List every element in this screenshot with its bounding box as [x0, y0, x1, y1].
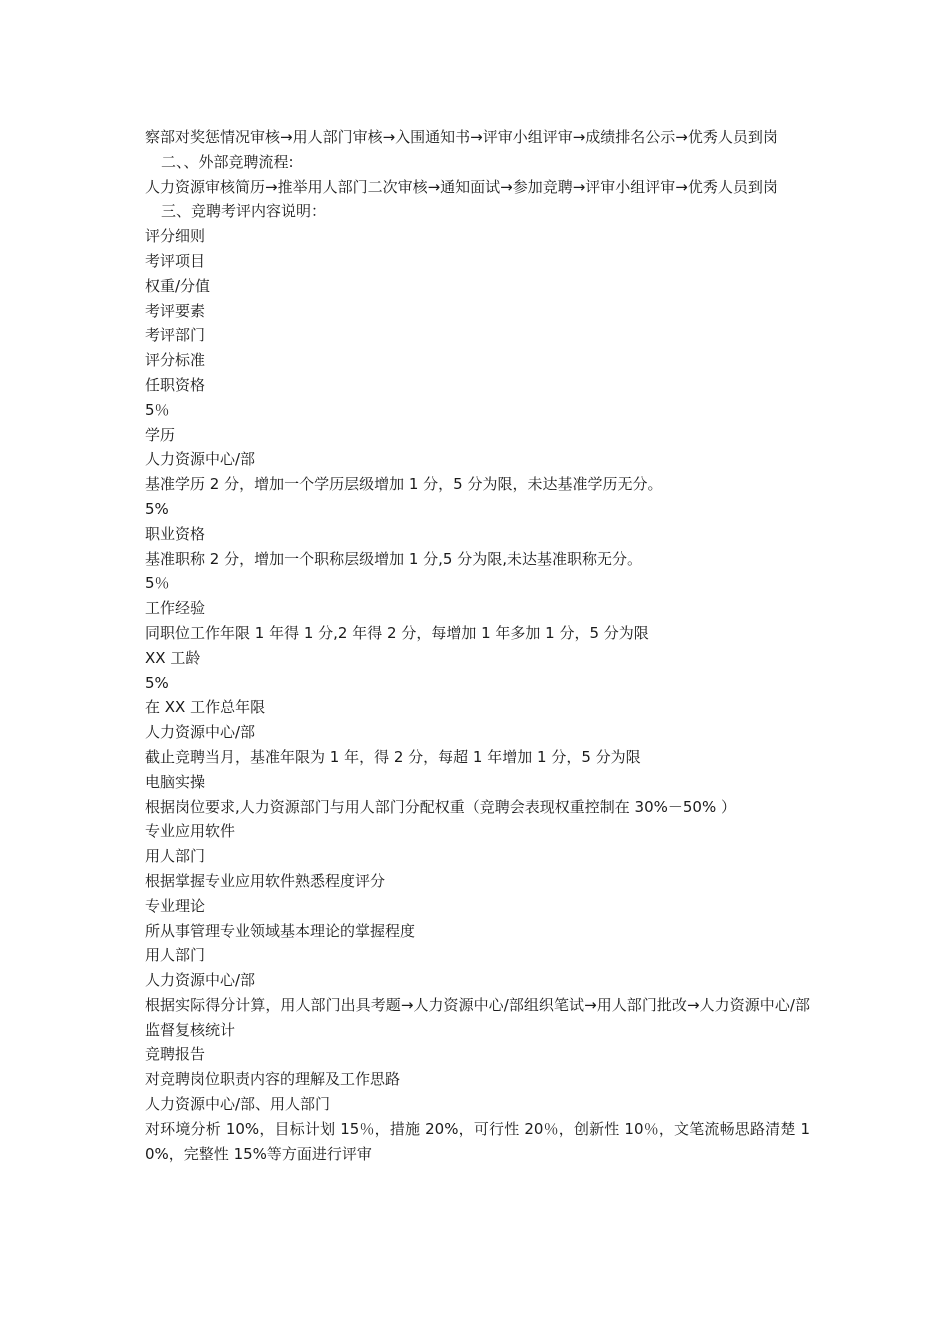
- text-line: 评分标准: [145, 351, 206, 370]
- text-line: 5％: [145, 574, 170, 593]
- text-line: 人力资源中心/部: [145, 971, 256, 990]
- text-line: 考评部门: [145, 326, 206, 345]
- text-line: 评分细则: [145, 227, 206, 246]
- text-line: 5%: [145, 673, 169, 692]
- text-line: 根据掌握专业应用软件熟悉程度评分: [145, 871, 386, 890]
- text-line: 同职位工作年限 1 年得 1 分,2 年得 2 分，每增加 1 年多加 1 分，5 分为限: [145, 623, 649, 642]
- text-line: 人力资源中心/部: [145, 450, 256, 469]
- document-body: [145, 125, 810, 1166]
- text-line: 根据岗位要求,人力资源部门与用人部门分配权重（竞聘会表现权重控制在 30%－50% ）: [145, 797, 736, 816]
- text-line: 权重/分值: [145, 276, 211, 295]
- text-line: 人力资源审核简历→推举用人部门二次审核→通知面试→参加竞聘→评审小组评审→优秀人员到岗: [145, 177, 778, 196]
- text-line: 人力资源中心/部: [145, 723, 256, 742]
- text-line: 对竞聘岗位职责内容的理解及工作思路: [145, 1070, 401, 1089]
- text-line: 学历: [145, 425, 176, 444]
- text-line: 考评项目: [145, 251, 206, 270]
- text-line: 对环境分析 10%，目标计划 15％，措施 20%，可行性 20％，创新性 10％，文笔流畅思路清楚 10%，完整性 15%等方面进行评审: [145, 1119, 810, 1163]
- text-line: 电脑实操: [145, 772, 206, 791]
- text-line: 用人部门: [145, 847, 206, 866]
- text-line: 所从事管理专业领域基本理论的掌握程度: [145, 921, 416, 940]
- text-line: 5%: [145, 499, 169, 518]
- text-line: 在 XX 工作总年限: [145, 698, 266, 717]
- text-line: 5％: [145, 400, 170, 419]
- text-line: 职业资格: [145, 524, 206, 543]
- text-line: 察部对奖惩情况审核→用人部门审核→入围通知书→评审小组评审→成绩排名公示→优秀人员到岗: [145, 128, 778, 146]
- text-line: 人力资源中心/部、用人部门: [145, 1095, 331, 1114]
- text-line: 任职资格: [145, 375, 206, 394]
- text-line: 根据实际得分计算，用人部门出具考题→人力资源中心/部组织笔试→用人部门批改→人力资源中心/部监督复核统计: [145, 995, 810, 1039]
- text-line: XX 工龄: [145, 648, 201, 667]
- text-line: 基准职称 2 分，增加一个职称层级增加 1 分,5 分为限,未达基准职称无分。: [145, 549, 643, 568]
- text-line: 三、竞聘考评内容说明：: [161, 202, 327, 221]
- text-line: 基准学历 2 分，增加一个学历层级增加 1 分，5 分为限，未达基准学历无分。: [145, 475, 663, 494]
- text-line: 专业理论: [145, 896, 206, 915]
- text-line: 二、、外部竞聘流程:: [161, 152, 294, 171]
- text-line: 考评要素: [145, 301, 206, 320]
- text-line: 截止竞聘当月，基准年限为 1 年，得 2 分，每超 1 年增加 1 分，5 分为限: [145, 747, 641, 766]
- text-line: 用人部门: [145, 946, 206, 965]
- text-line: 竞聘报告: [145, 1045, 206, 1064]
- text-line: 工作经验: [145, 599, 206, 618]
- text-line: 专业应用软件: [145, 822, 236, 841]
